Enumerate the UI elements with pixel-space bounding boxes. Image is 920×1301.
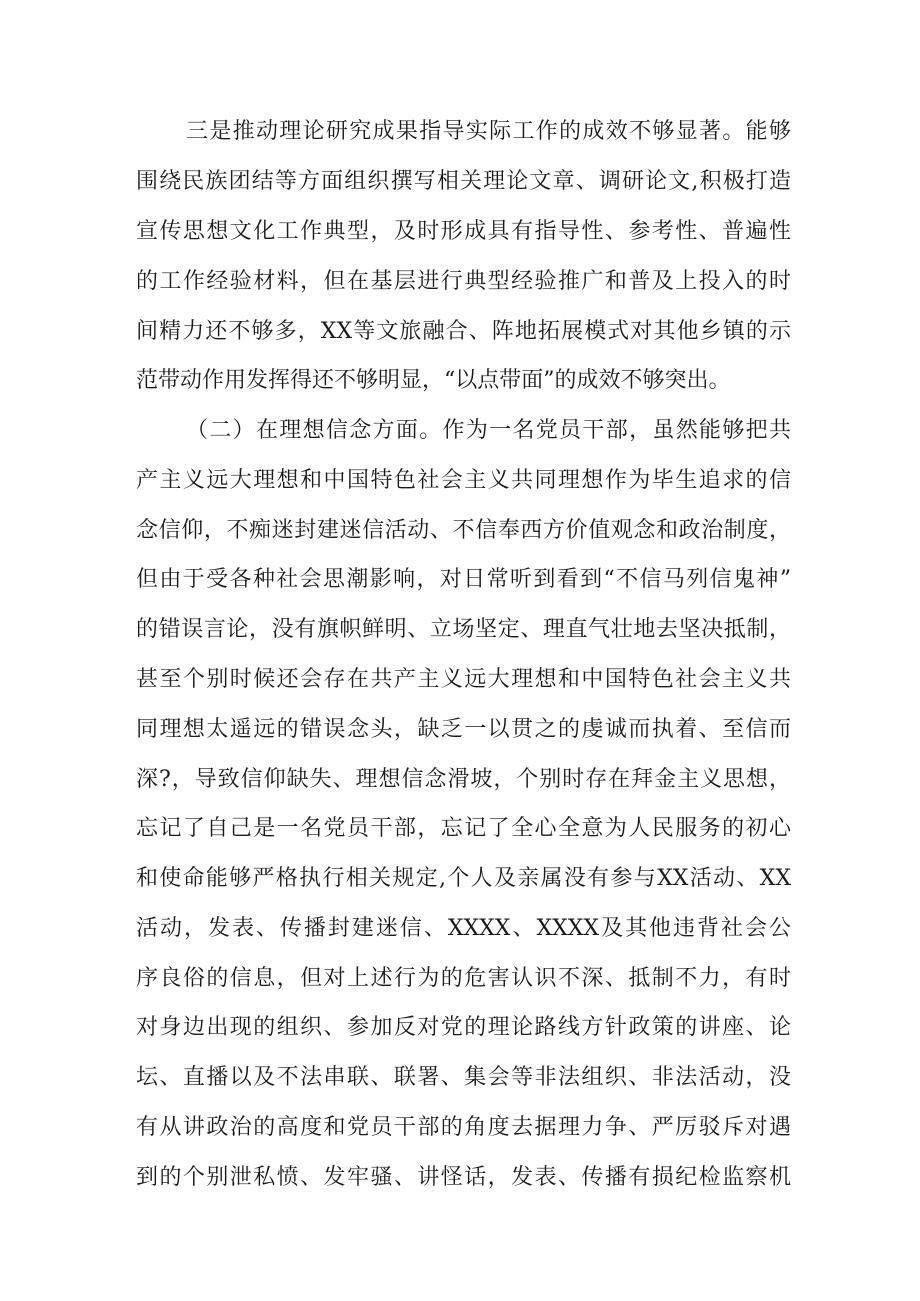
paragraph-2-line-15: 有从讲政治的高度和党员干部的角度去据理力争、严厉驳斥对遇 <box>136 1115 791 1140</box>
paragraph-2-line-10: 和使命能够严格执行相关规定,个人及亲属没有参与XX活动、XX <box>136 866 791 891</box>
paragraph-1-line-4: 的工作经验材料，但在基层进行典型经验推广和普及上投入的时 <box>136 269 791 294</box>
paragraph-2-line-12: 序良俗的信息，但对上述行为的危害认识不深、抵制不力，有时 <box>136 966 791 991</box>
paragraph-2-line-3: 念信仰，不痴迷封建迷信活动、不信奉西方价值观念和政治制度， <box>136 518 791 543</box>
paragraph-2-line-8: 深?，导致信仰缺失、理想信念滑坡，个别时存在拜金主义思想， <box>136 767 791 792</box>
paragraph-2-line-1: （二）在理想信念方面。作为一名党员干部，虽然能够把共 <box>186 418 791 443</box>
paragraph-1-line-1: 三是推动理论研究成果指导实际工作的成效不够显著。能够 <box>186 119 791 144</box>
paragraph-1-line-5: 间精力还不够多，XX等文旅融合、阵地拓展模式对其他乡镇的示 <box>136 319 791 344</box>
paragraph-2-line-4: 但由于受各种社会思潮影响，对日常听到看到“不信马列信鬼神” <box>136 567 791 592</box>
paragraph-2-line-7: 同理想太遥远的错误念头，缺乏一以贯之的虔诚而执着、至信而 <box>136 717 791 742</box>
paragraph-2-line-13: 对身边出现的组织、参加反对党的理论路线方针政策的讲座、论 <box>136 1015 791 1040</box>
paragraph-2-line-11: 活动，发表、传播封建迷信、XXXX、XXXX及其他违背社会公 <box>136 916 791 941</box>
paragraph-1-line-3: 宣传思想文化工作典型，及时形成具有指导性、参考性、普遍性 <box>136 219 791 244</box>
paragraph-2-line-2: 产主义远大理想和中国特色社会主义共同理想作为毕生追求的信 <box>136 468 791 493</box>
paragraph-2-line-6: 甚至个别时候还会存在共产主义远大理想和中国特色社会主义共 <box>136 667 791 692</box>
paragraph-2-line-16: 到的个别泄私愤、发牢骚、讲怪话，发表、传播有损纪检监察机 <box>136 1165 791 1190</box>
paragraph-2-line-14: 坛、直播以及不法串联、联署、集会等非法组织、非法活动，没 <box>136 1065 791 1090</box>
paragraph-1-line-6: 范带动作用发挥得还不够明显，“以点带面”的成效不够突出。 <box>136 368 731 393</box>
paragraph-2-line-9: 忘记了自己是一名党员干部，忘记了全心全意为人民服务的初心 <box>136 816 791 841</box>
paragraph-2-line-5: 的错误言论，没有旗帜鲜明、立场坚定、理直气壮地去坚决抵制， <box>136 617 791 642</box>
paragraph-1-line-2: 围绕民族团结等方面组织撰写相关理论文章、调研论文,积极打造 <box>136 169 791 194</box>
